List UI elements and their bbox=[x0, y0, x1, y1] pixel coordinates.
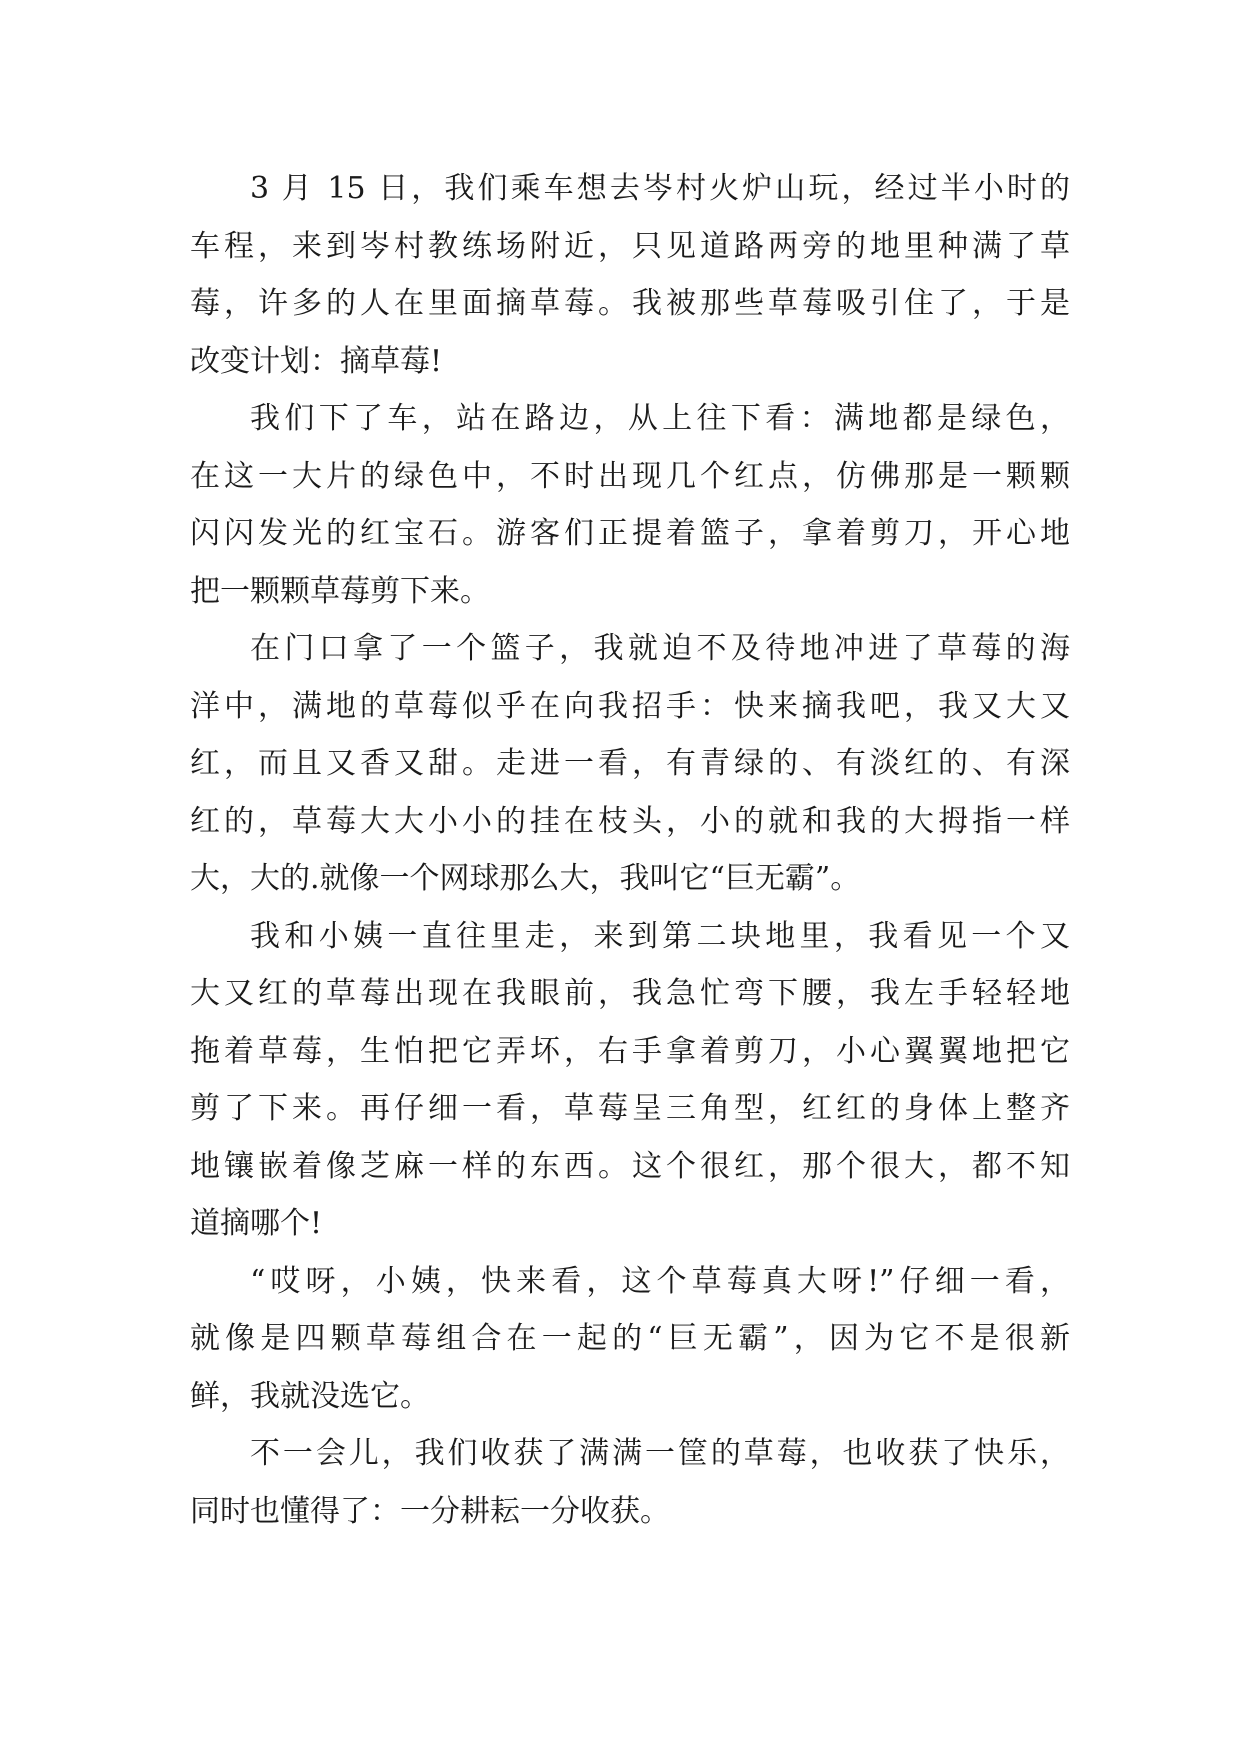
paragraph-line: 改变计划：摘草莓! bbox=[190, 343, 443, 379]
paragraph-line: 大又红的草莓出现在我眼前，我急忙弯下腰，我左手轻轻地 bbox=[190, 976, 1070, 1011]
paragraph-line: “哎呀，小姨，快来看，这个草莓真大呀!”仔细一看， bbox=[250, 1263, 1070, 1299]
paragraph-5 bbox=[190, 1253, 1070, 1426]
paragraph-line: 就像是四颗草莓组合在一起的“巨无霸”，因为它不是很新 bbox=[190, 1321, 1070, 1356]
paragraph-line: 大，大的.就像一个网球那么大，我叫它“巨无霸”。 bbox=[190, 861, 861, 896]
paragraph-line: 不一会儿，我们收获了满满一筐的草莓，也收获了快乐， bbox=[250, 1436, 1070, 1471]
paragraph-line: 车程，来到岑村教练场附近，只见道路两旁的地里种满了草 bbox=[190, 228, 1070, 264]
paragraph-line: 莓，许多的人在里面摘草莓。我被那些草莓吸引住了，于是 bbox=[190, 286, 1070, 321]
paragraph-line: 3 月 15 日，我们乘车想去岑村火炉山玩，经过半小时的 bbox=[250, 171, 1070, 206]
paragraph-line: 洋中，满地的草莓似乎在向我招手：快来摘我吧，我又大又 bbox=[190, 688, 1070, 724]
paragraph-line: 拖着草莓，生怕把它弄坏，右手拿着剪刀，小心翼翼地把它 bbox=[190, 1033, 1070, 1069]
paragraph-2 bbox=[190, 390, 1070, 620]
paragraph-line: 鲜，我就没选它。 bbox=[190, 1378, 430, 1414]
paragraph-line: 红的，草莓大大小小的挂在枝头，小的就和我的大拇指一样 bbox=[190, 803, 1070, 839]
paragraph-line: 红，而且又香又甜。走进一看，有青绿的、有淡红的、有深 bbox=[190, 746, 1070, 781]
paragraph-1 bbox=[190, 160, 1070, 390]
paragraph-line: 把一颗颗草莓剪下来。 bbox=[190, 573, 490, 609]
paragraph-6 bbox=[190, 1425, 1070, 1540]
paragraph-line: 在这一大片的绿色中，不时出现几个红点，仿佛那是一颗颗 bbox=[190, 458, 1070, 494]
paragraph-line: 在门口拿了一个篮子，我就迫不及待地冲进了草莓的海 bbox=[250, 631, 1070, 666]
paragraph-line: 剪了下来。再仔细一看，草莓呈三角型，红红的身体上整齐 bbox=[190, 1091, 1070, 1126]
paragraph-line: 我们下了车，站在路边，从上往下看：满地都是绿色， bbox=[250, 401, 1070, 436]
paragraph-line: 道摘哪个! bbox=[190, 1206, 323, 1241]
paragraph-4 bbox=[190, 908, 1070, 1253]
paragraph-line: 我和小姨一直往里走，来到第二块地里，我看见一个又 bbox=[250, 918, 1070, 954]
essay-body bbox=[190, 160, 1070, 1540]
paragraph-3 bbox=[190, 620, 1070, 908]
paragraph-line: 同时也懂得了：一分耕耘一分收获。 bbox=[190, 1493, 670, 1529]
paragraph-line: 地镶嵌着像芝麻一样的东西。这个很红，那个很大，都不知 bbox=[190, 1148, 1070, 1184]
paragraph-line: 闪闪发光的红宝石。游客们正提着篮子，拿着剪刀，开心地 bbox=[190, 516, 1070, 551]
